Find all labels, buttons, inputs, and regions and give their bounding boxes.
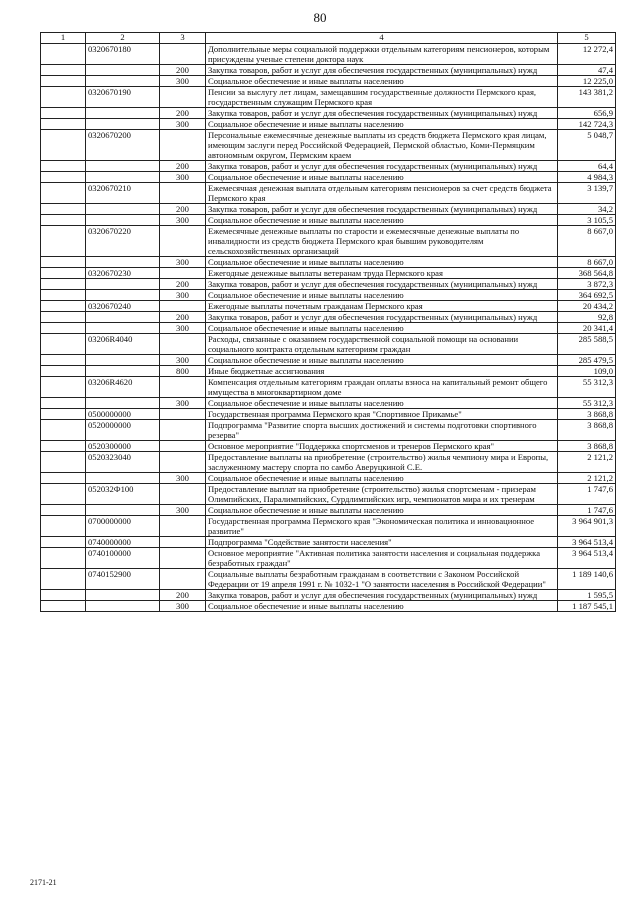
column-header: 4 (206, 33, 558, 44)
row-number-cell (41, 204, 86, 215)
expense-type-code-cell: 300 (160, 290, 206, 301)
description-cell: Закупка товаров, работ и услуг для обеспечения государственных (муниципальных) нужд (206, 65, 558, 76)
amount-cell: 8 667,0 (558, 226, 616, 257)
target-article-code-cell: 052032Ф100 (86, 484, 160, 505)
description-cell: Закупка товаров, работ и услуг для обеспечения государственных (муниципальных) нужд (206, 161, 558, 172)
expense-type-code-cell (160, 130, 206, 161)
table-header-row (41, 33, 616, 44)
column-header: 3 (160, 33, 206, 44)
table-row (41, 119, 616, 130)
row-number-cell (41, 183, 86, 204)
description-cell: Государственная программа Пермского края "Экономическая политика и инновационное развитие" (206, 516, 558, 537)
expense-type-code-cell: 800 (160, 366, 206, 377)
amount-cell: 1 595,5 (558, 590, 616, 601)
description-cell: Дополнительные меры социальной поддержки отдельным категориям пенсионеров, которым присуждены ученые степени доктора наук (206, 44, 558, 65)
target-article-code-cell: 0320670210 (86, 183, 160, 204)
expense-type-code-cell (160, 484, 206, 505)
description-cell: Подпрограмма "Содействие занятости населения" (206, 537, 558, 548)
table-row (41, 409, 616, 420)
row-number-cell (41, 516, 86, 537)
table-row (41, 366, 616, 377)
amount-cell: 1 747,6 (558, 505, 616, 516)
amount-cell: 364 692,5 (558, 290, 616, 301)
row-number-cell (41, 108, 86, 119)
table-row (41, 452, 616, 473)
amount-cell: 55 312,3 (558, 398, 616, 409)
table-row (41, 505, 616, 516)
row-number-cell (41, 334, 86, 355)
amount-cell: 4 984,3 (558, 172, 616, 183)
expense-type-code-cell (160, 226, 206, 257)
amount-cell: 109,0 (558, 366, 616, 377)
amount-cell: 3 868,8 (558, 441, 616, 452)
description-cell: Социальное обеспечение и иные выплаты населению (206, 323, 558, 334)
table-row (41, 108, 616, 119)
expense-type-code-cell: 200 (160, 108, 206, 119)
table-row (41, 548, 616, 569)
target-article-code-cell: 0700000000 (86, 516, 160, 537)
table-row (41, 484, 616, 505)
target-article-code-cell (86, 257, 160, 268)
table-body (41, 44, 616, 612)
row-number-cell (41, 441, 86, 452)
description-cell: Социальное обеспечение и иные выплаты населению (206, 76, 558, 87)
target-article-code-cell: 0500000000 (86, 409, 160, 420)
description-cell: Ежемесячные денежные выплаты по старости и ежемесячные денежные выплаты по инвалидности из средств бюджета Пермского края бывшим руководителям сельскохозяйственных организаций (206, 226, 558, 257)
column-header: 1 (41, 33, 86, 44)
target-article-code-cell: 0320670190 (86, 87, 160, 108)
description-cell: Закупка товаров, работ и услуг для обеспечения государственных (муниципальных) нужд (206, 312, 558, 323)
target-article-code-cell (86, 398, 160, 409)
description-cell: Социальное обеспечение и иные выплаты населению (206, 257, 558, 268)
table-row (41, 301, 616, 312)
row-number-cell (41, 323, 86, 334)
expense-type-code-cell (160, 569, 206, 590)
row-number-cell (41, 377, 86, 398)
row-number-cell (41, 355, 86, 366)
target-article-code-cell (86, 161, 160, 172)
amount-cell: 1 187 545,1 (558, 601, 616, 612)
row-number-cell (41, 44, 86, 65)
amount-cell: 55 312,3 (558, 377, 616, 398)
row-number-cell (41, 398, 86, 409)
document-code: 2171-21 (30, 878, 57, 887)
target-article-code-cell: 0520300000 (86, 441, 160, 452)
row-number-cell (41, 409, 86, 420)
expense-type-code-cell (160, 420, 206, 441)
table-row (41, 226, 616, 257)
row-number-cell (41, 452, 86, 473)
expense-type-code-cell: 300 (160, 505, 206, 516)
table-row (41, 420, 616, 441)
row-number-cell (41, 257, 86, 268)
target-article-code-cell: 0320670230 (86, 268, 160, 279)
amount-cell: 143 381,2 (558, 87, 616, 108)
target-article-code-cell (86, 601, 160, 612)
amount-cell: 3 139,7 (558, 183, 616, 204)
description-cell: Подпрограмма "Развитие спорта высших достижений и системы подготовки спортивного резерва" (206, 420, 558, 441)
description-cell: Социальное обеспечение и иные выплаты населению (206, 290, 558, 301)
table-row (41, 323, 616, 334)
expense-type-code-cell: 200 (160, 161, 206, 172)
amount-cell: 1 747,6 (558, 484, 616, 505)
description-cell: Основное мероприятие "Поддержка спортсменов и тренеров Пермского края" (206, 441, 558, 452)
row-number-cell (41, 172, 86, 183)
table-row (41, 87, 616, 108)
amount-cell: 64,4 (558, 161, 616, 172)
row-number-cell (41, 420, 86, 441)
table-row (41, 441, 616, 452)
target-article-code-cell: 0740000000 (86, 537, 160, 548)
amount-cell: 1 189 140,6 (558, 569, 616, 590)
amount-cell: 3 964 901,3 (558, 516, 616, 537)
table-row (41, 312, 616, 323)
row-number-cell (41, 569, 86, 590)
row-number-cell (41, 65, 86, 76)
table-row (41, 569, 616, 590)
description-cell: Расходы, связанные с оказанием государственной социальной помощи на основании социального контракта отдельным категориям граждан (206, 334, 558, 355)
column-header: 5 (558, 33, 616, 44)
expense-type-code-cell: 300 (160, 172, 206, 183)
description-cell: Социальное обеспечение и иные выплаты населению (206, 601, 558, 612)
amount-cell: 47,4 (558, 65, 616, 76)
table-row (41, 334, 616, 355)
row-number-cell (41, 76, 86, 87)
expense-type-code-cell: 200 (160, 204, 206, 215)
expense-type-code-cell: 300 (160, 601, 206, 612)
description-cell: Социальное обеспечение и иные выплаты населению (206, 119, 558, 130)
target-article-code-cell (86, 505, 160, 516)
expense-type-code-cell: 300 (160, 76, 206, 87)
table-row (41, 601, 616, 612)
row-number-cell (41, 366, 86, 377)
target-article-code-cell (86, 215, 160, 226)
row-number-cell (41, 484, 86, 505)
table-row (41, 44, 616, 65)
column-header: 2 (86, 33, 160, 44)
expense-type-code-cell (160, 537, 206, 548)
expense-type-code-cell: 200 (160, 312, 206, 323)
expense-type-code-cell: 200 (160, 279, 206, 290)
amount-cell: 3 964 513,4 (558, 537, 616, 548)
amount-cell: 20 341,4 (558, 323, 616, 334)
amount-cell: 8 667,0 (558, 257, 616, 268)
table-row (41, 290, 616, 301)
row-number-cell (41, 130, 86, 161)
table-row (41, 130, 616, 161)
amount-cell: 142 724,3 (558, 119, 616, 130)
description-cell: Закупка товаров, работ и услуг для обеспечения государственных (муниципальных) нужд (206, 279, 558, 290)
expense-type-code-cell: 300 (160, 355, 206, 366)
target-article-code-cell (86, 323, 160, 334)
target-article-code-cell (86, 312, 160, 323)
target-article-code-cell (86, 119, 160, 130)
description-cell: Ежемесячная денежная выплата отдельным категориям пенсионеров за счет средств бюджета Пермского края (206, 183, 558, 204)
expense-type-code-cell (160, 301, 206, 312)
budget-table (40, 32, 616, 612)
target-article-code-cell (86, 366, 160, 377)
amount-cell: 5 048,7 (558, 130, 616, 161)
expense-type-code-cell (160, 377, 206, 398)
description-cell: Социальное обеспечение и иные выплаты населению (206, 172, 558, 183)
target-article-code-cell (86, 204, 160, 215)
row-number-cell (41, 87, 86, 108)
expense-type-code-cell (160, 44, 206, 65)
description-cell: Социальные выплаты безработным гражданам в соответствии с Законом Российской Федерации от 19 апреля 1991 г. № 1032-1 "О занятости населения в Российской Федерации" (206, 569, 558, 590)
expense-type-code-cell: 300 (160, 257, 206, 268)
expense-type-code-cell (160, 441, 206, 452)
table-row (41, 355, 616, 366)
amount-cell: 285 588,5 (558, 334, 616, 355)
description-cell: Закупка товаров, работ и услуг для обеспечения государственных (муниципальных) нужд (206, 108, 558, 119)
expense-type-code-cell: 300 (160, 119, 206, 130)
description-cell: Основное мероприятие "Активная политика занятости населения и социальная поддержка безработных граждан" (206, 548, 558, 569)
table-row (41, 204, 616, 215)
description-cell: Социальное обеспечение и иные выплаты населению (206, 355, 558, 366)
expense-type-code-cell: 200 (160, 65, 206, 76)
table-row (41, 161, 616, 172)
table-row (41, 473, 616, 484)
target-article-code-cell (86, 65, 160, 76)
table-row (41, 76, 616, 87)
description-cell: Компенсация отдельным категориям граждан оплаты взноса на капитальный ремонт общего имущества в многоквартирном доме (206, 377, 558, 398)
amount-cell: 285 479,5 (558, 355, 616, 366)
table-row (41, 377, 616, 398)
amount-cell: 12 272,4 (558, 44, 616, 65)
amount-cell: 368 564,8 (558, 268, 616, 279)
row-number-cell (41, 226, 86, 257)
target-article-code-cell: 0520000000 (86, 420, 160, 441)
target-article-code-cell (86, 473, 160, 484)
description-cell: Пенсии за выслугу лет лицам, замещавшим государственные должности Пермского края, государственным служащим Пермского края (206, 87, 558, 108)
description-cell: Социальное обеспечение и иные выплаты населению (206, 473, 558, 484)
row-number-cell (41, 473, 86, 484)
amount-cell: 12 225,0 (558, 76, 616, 87)
amount-cell: 20 434,2 (558, 301, 616, 312)
row-number-cell (41, 301, 86, 312)
expense-type-code-cell (160, 409, 206, 420)
amount-cell: 92,8 (558, 312, 616, 323)
description-cell: Предоставление выплат на приобретение (строительство) жилья спортсменам - призерам Олимпийских, Паралимпийских, Сурдлимпийских игр, чемпионатов мира и их тренерам (206, 484, 558, 505)
target-article-code-cell (86, 76, 160, 87)
row-number-cell (41, 268, 86, 279)
target-article-code-cell (86, 279, 160, 290)
table-row (41, 516, 616, 537)
amount-cell: 34,2 (558, 204, 616, 215)
row-number-cell (41, 312, 86, 323)
amount-cell: 2 121,2 (558, 473, 616, 484)
expense-type-code-cell (160, 452, 206, 473)
target-article-code-cell (86, 590, 160, 601)
expense-type-code-cell (160, 268, 206, 279)
expense-type-code-cell (160, 516, 206, 537)
description-cell: Персональные ежемесячные денежные выплаты из средств бюджета Пермского края лицам, имеющим заслуги перед Российской Федерацией, Пермской областью, Коми-Пермяцким автономным округом, Пермским краем (206, 130, 558, 161)
amount-cell: 3 105,5 (558, 215, 616, 226)
table-row (41, 398, 616, 409)
table-row (41, 65, 616, 76)
table-row (41, 257, 616, 268)
description-cell: Социальное обеспечение и иные выплаты населению (206, 505, 558, 516)
description-cell: Ежегодные денежные выплаты ветеранам труда Пермского края (206, 268, 558, 279)
expense-type-code-cell: 200 (160, 590, 206, 601)
description-cell: Предоставление выплаты на приобретение (строительство) жилья чемпиону мира и Европы, заслуженному мастеру спорта по самбо Аверуцкиной С.Е. (206, 452, 558, 473)
description-cell: Закупка товаров, работ и услуг для обеспечения государственных (муниципальных) нужд (206, 204, 558, 215)
description-cell: Государственная программа Пермского края "Спортивное Прикамье" (206, 409, 558, 420)
table-row (41, 172, 616, 183)
row-number-cell (41, 290, 86, 301)
description-cell: Социальное обеспечение и иные выплаты населению (206, 398, 558, 409)
target-article-code-cell: 0320670220 (86, 226, 160, 257)
expense-type-code-cell: 300 (160, 473, 206, 484)
amount-cell: 656,9 (558, 108, 616, 119)
target-article-code-cell (86, 355, 160, 366)
target-article-code-cell: 0320670200 (86, 130, 160, 161)
table-row (41, 590, 616, 601)
row-number-cell (41, 601, 86, 612)
description-cell: Иные бюджетные ассигнования (206, 366, 558, 377)
amount-cell: 3 964 513,4 (558, 548, 616, 569)
expense-type-code-cell: 300 (160, 215, 206, 226)
target-article-code-cell: 03206R4040 (86, 334, 160, 355)
expense-type-code-cell: 300 (160, 323, 206, 334)
expense-type-code-cell (160, 87, 206, 108)
amount-cell: 2 121,2 (558, 452, 616, 473)
expense-type-code-cell (160, 334, 206, 355)
expense-type-code-cell (160, 183, 206, 204)
row-number-cell (41, 537, 86, 548)
amount-cell: 3 868,8 (558, 420, 616, 441)
row-number-cell (41, 119, 86, 130)
target-article-code-cell (86, 172, 160, 183)
page-number: 80 (313, 10, 327, 25)
row-number-cell (41, 590, 86, 601)
expense-type-code-cell (160, 548, 206, 569)
amount-cell: 3 872,3 (558, 279, 616, 290)
table-row (41, 279, 616, 290)
row-number-cell (41, 161, 86, 172)
description-cell: Закупка товаров, работ и услуг для обеспечения государственных (муниципальных) нужд (206, 590, 558, 601)
table-row (41, 537, 616, 548)
row-number-cell (41, 548, 86, 569)
row-number-cell (41, 279, 86, 290)
target-article-code-cell: 03206R4620 (86, 377, 160, 398)
table-row (41, 268, 616, 279)
target-article-code-cell (86, 290, 160, 301)
description-cell: Ежегодные выплаты почетным гражданам Пермского края (206, 301, 558, 312)
target-article-code-cell: 0740152900 (86, 569, 160, 590)
target-article-code-cell: 0520323040 (86, 452, 160, 473)
target-article-code-cell (86, 108, 160, 119)
row-number-cell (41, 505, 86, 516)
table-row (41, 183, 616, 204)
description-cell: Социальное обеспечение и иные выплаты населению (206, 215, 558, 226)
target-article-code-cell: 0320670240 (86, 301, 160, 312)
expense-type-code-cell: 300 (160, 398, 206, 409)
target-article-code-cell: 0740100000 (86, 548, 160, 569)
target-article-code-cell: 0320670180 (86, 44, 160, 65)
row-number-cell (41, 215, 86, 226)
amount-cell: 3 868,8 (558, 409, 616, 420)
table-row (41, 215, 616, 226)
